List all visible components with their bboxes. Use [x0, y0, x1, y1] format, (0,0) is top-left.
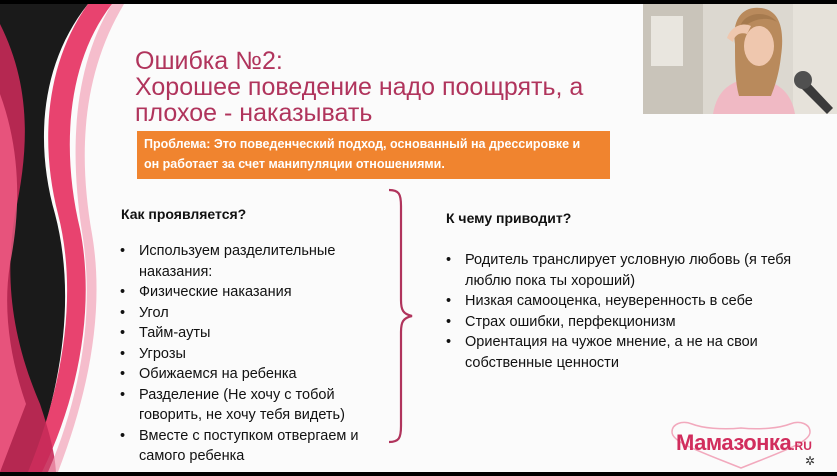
logo-text: [676, 430, 812, 456]
list-item: • Угрозы: [117, 344, 387, 365]
list-item: • Родитель транслирует условную любовь (я тебя люблю пока ты хороший): [443, 250, 793, 291]
logo-name: Мамазонка: [676, 430, 792, 455]
presentation-slide: [0, 4, 837, 472]
problem-box: [137, 131, 610, 179]
list-item: • Страх ошибки, перфекционизм: [443, 312, 793, 333]
presenter-video-frame: [643, 4, 837, 114]
slide-title-line: Ошибка №2:: [135, 47, 283, 75]
left-bullet-list: [117, 241, 387, 467]
slide-title-line: Хорошее поведение надо поощрять, а: [135, 73, 584, 101]
webcam-video: [643, 4, 837, 114]
list-item: • Вместе с поступком отвергаем и самого ребенка: [117, 426, 387, 467]
right-column-heading: К чему приводит?: [446, 210, 572, 226]
slide-title: [135, 48, 583, 126]
brand-logo: [666, 420, 816, 470]
right-bullet-list: [443, 250, 793, 373]
list-item: • Угол: [117, 303, 387, 324]
list-item: • Разделение (Не хочу с тобой говорить, не хочу тебя видеть): [117, 385, 387, 426]
list-item: • Низкая самооценка, неуверенность в себе: [443, 291, 793, 312]
logo-suffix: .RU: [791, 439, 812, 453]
list-item: • Обижаемся на ребенка: [117, 364, 387, 385]
list-item: • Ориентация на чужое мнение, а не на свои собственные ценности: [443, 332, 793, 373]
list-item: • Тайм-ауты: [117, 323, 387, 344]
slide-title-line: плохое - наказывать: [135, 99, 373, 127]
problem-line: он работает за счет манипуляции отношениями.: [144, 157, 445, 171]
gear-icon[interactable]: ✲: [805, 454, 816, 468]
left-column-heading: Как проявляется?: [121, 206, 247, 222]
curly-brace: [385, 188, 415, 444]
list-item: • Физические наказания: [117, 282, 387, 303]
list-item: • Используем разделительные наказания:: [117, 241, 387, 282]
problem-line: Проблема: Это поведенческий подход, основанный на дрессировке и: [144, 137, 581, 151]
